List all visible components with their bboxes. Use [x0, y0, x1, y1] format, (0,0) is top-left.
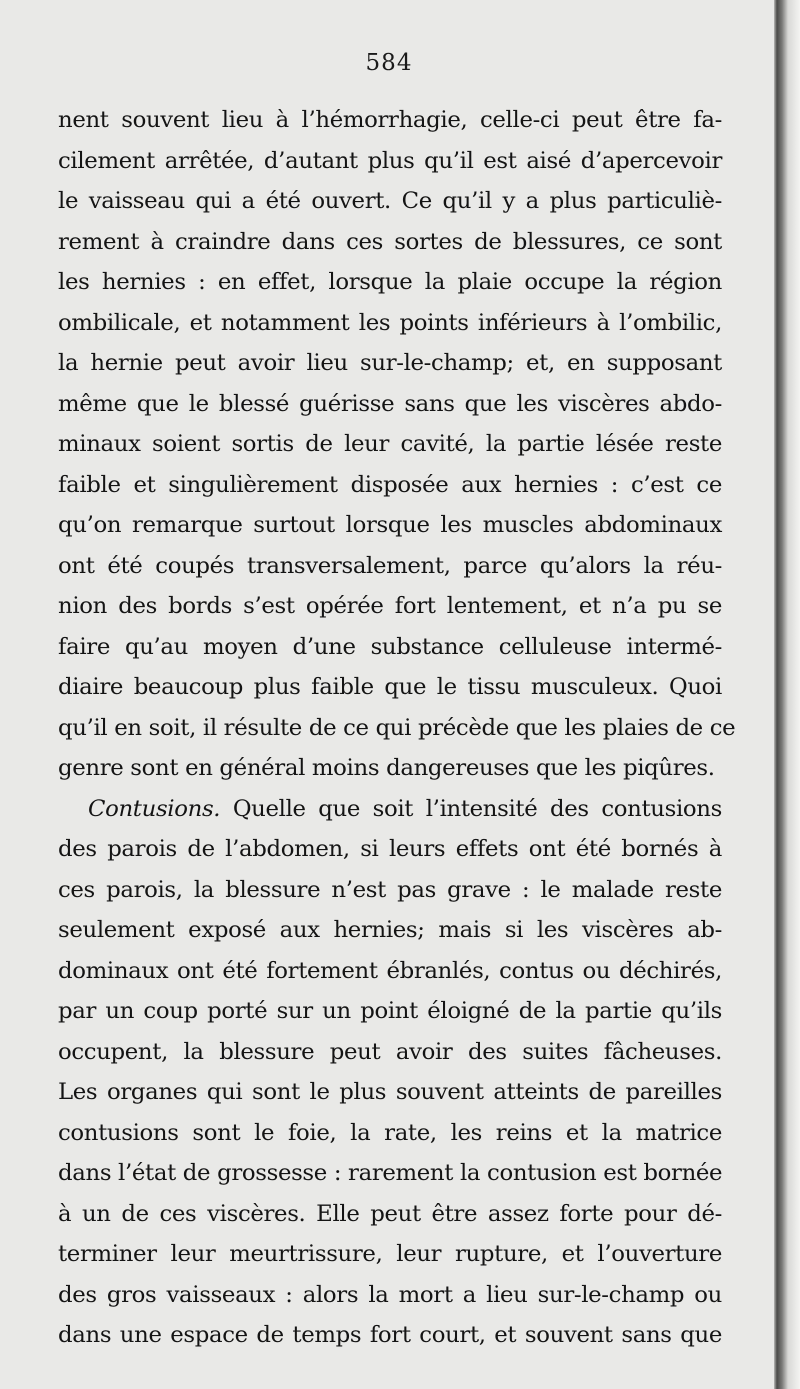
- text-line: les hernies : en effet, lorsque la plaie occupe la région: [58, 269, 722, 295]
- text-line: Les organes qui sont le plus souvent atteints de pareilles: [58, 1079, 722, 1105]
- text-line: seulement exposé aux hernies; mais si les viscères ab-: [58, 917, 722, 943]
- text-line: dominaux ont été fortement ébranlés, contus ou déchirés,: [58, 957, 722, 984]
- body-text: [58, 100, 736, 1356]
- text-line: faible et singulièrement disposée aux hernies : c’est ce: [58, 471, 722, 498]
- text-line: diaire beaucoup plus faible que le tissu musculeux. Quoi: [58, 674, 722, 700]
- text-line: par un coup porté sur un point éloigné de la partie qu’ils: [58, 998, 722, 1024]
- page-number: 584: [365, 50, 413, 76]
- text-line: même que le blessé guérisse sans que les viscères abdo-: [58, 390, 722, 417]
- text-line: qu’on remarque surtout lorsque les muscles abdominaux: [58, 512, 722, 538]
- text-line: à un de ces viscères. Elle peut être assez forte pour dé-: [58, 1200, 722, 1227]
- section-heading: Contusions.: [88, 795, 221, 822]
- text-line: le vaisseau qui a été ouvert. Ce qu’il y a plus particuliè-: [58, 188, 722, 214]
- text-line: nion des bords s’est opérée fort lentement, et n’a pu se: [58, 593, 722, 619]
- text-line: ont été coupés transversalement, parce qu’alors la réu-: [58, 552, 722, 579]
- text-line: terminer leur meurtrissure, leur rupture, et l’ouverture: [58, 1241, 722, 1267]
- text-line: ombilicale, et notamment les points inférieurs à l’ombilic,: [58, 309, 722, 336]
- text-line: rement à craindre dans ces sortes de blessures, ce sont: [58, 228, 722, 255]
- text-line: contusions sont le foie, la rate, les reins et la matrice: [58, 1119, 722, 1146]
- text-line: ces parois, la blessure n’est pas grave : le malade reste: [58, 876, 722, 903]
- text-line: la hernie peut avoir lieu sur-le-champ; et, en supposant: [58, 350, 722, 376]
- section-first-line-text: Quelle que soit l’intensité des contusions: [220, 795, 722, 822]
- text-line: occupent, la blessure peut avoir des suites fâcheuses.: [58, 1038, 722, 1065]
- text-line: genre sont en général moins dangereuses que les piqûres.: [58, 755, 715, 781]
- text-line: dans une espace de temps fort court, et souvent sans que: [58, 1322, 722, 1348]
- page-edge-shadow: [774, 0, 800, 1389]
- text-line: des gros vaisseaux : alors la mort a lieu sur-le-champ ou: [58, 1281, 722, 1308]
- text-line: qu’il en soit, il résulte de ce qui précède que les plaies de ce: [58, 714, 736, 741]
- text-line: dans l’état de grossesse : rarement la contusion est bornée: [58, 1160, 723, 1186]
- text-line: minaux soient sortis de leur cavité, la partie lésée reste: [58, 431, 722, 457]
- text-line: des parois de l’abdomen, si leurs effets ont été bornés à: [58, 836, 722, 862]
- section-first-line: [58, 789, 722, 830]
- text-line: cilement arrêtée, d’autant plus qu’il est aisé d’apercevoir: [58, 147, 722, 174]
- text-line: nent souvent lieu à l’hémorrhagie, celle-ci peut être fa-: [58, 107, 722, 133]
- text-line: faire qu’au moyen d’une substance celluleuse intermé-: [58, 633, 722, 660]
